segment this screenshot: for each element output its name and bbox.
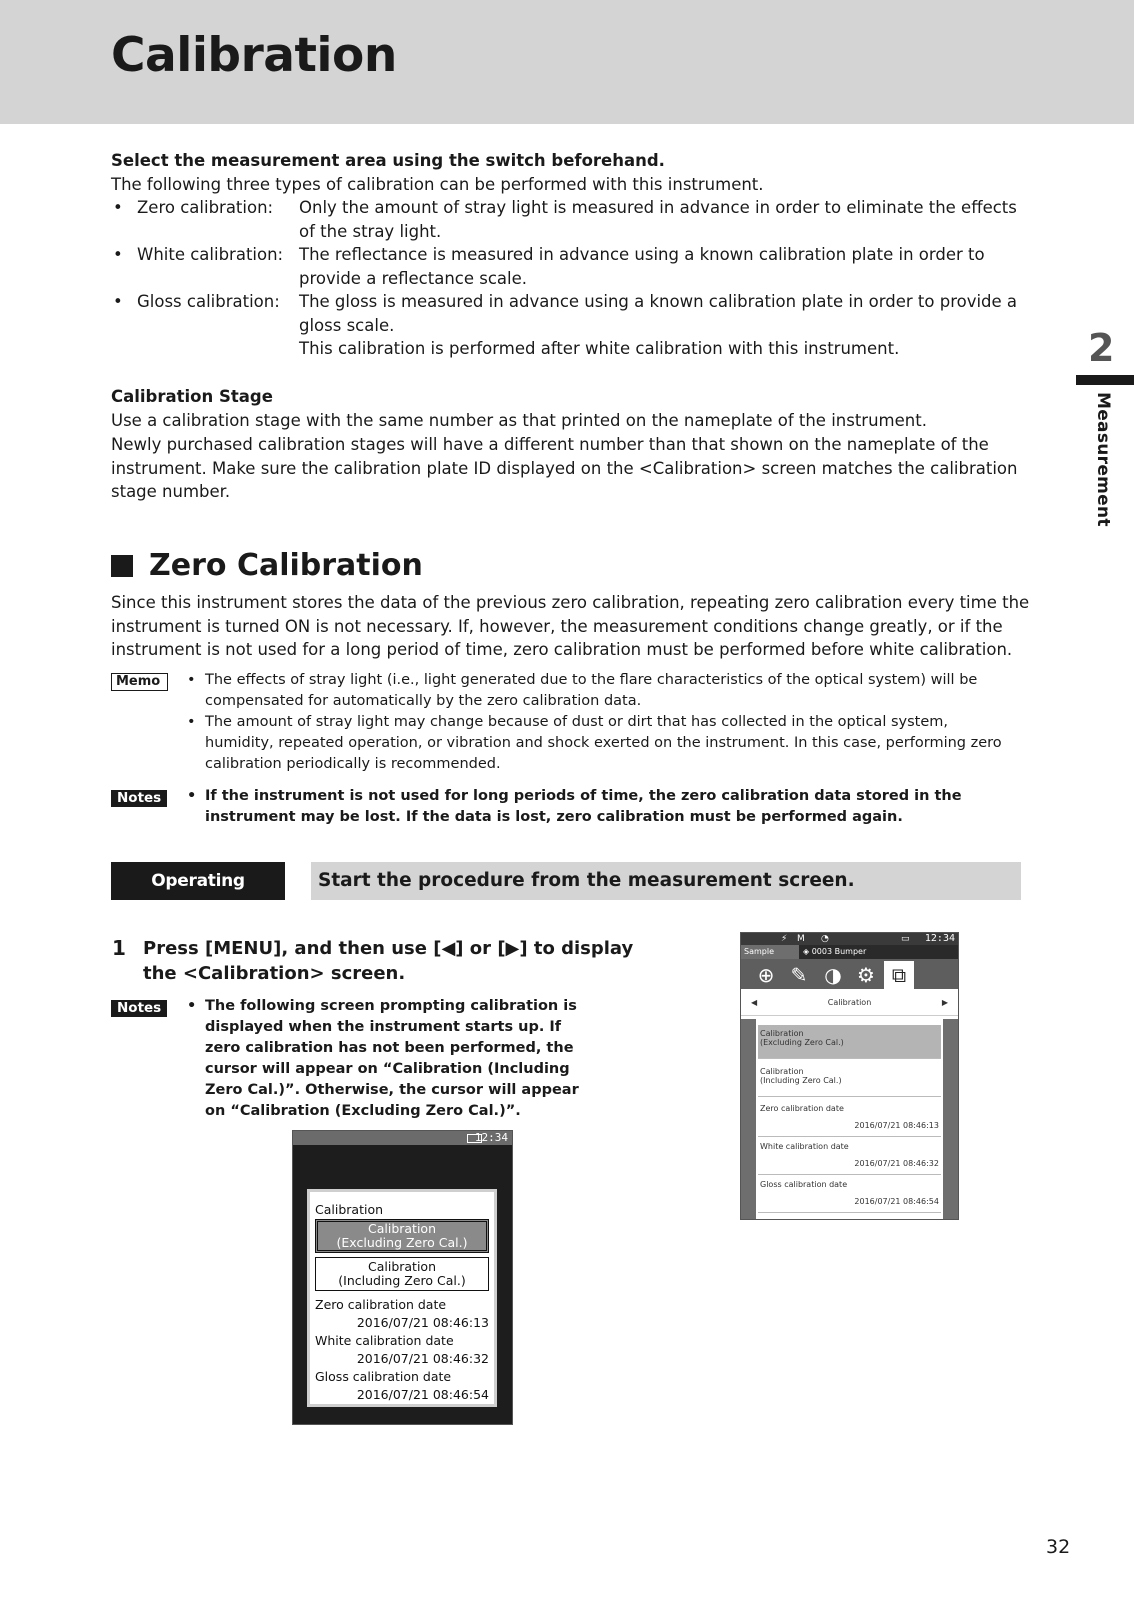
memo-item: • The effects of stray light (i.e., light generated due to the flare characteristics of the optical system) will be compensated for automatically by the zero calibration data.: [187, 672, 978, 709]
intro-item-term: Zero calibration:: [137, 198, 274, 217]
battery-icon: ▭: [901, 934, 910, 944]
page-title: Calibration: [111, 28, 397, 83]
intro-item-gloss-note: This calibration is performed after white calibration with this instrument.: [299, 339, 900, 358]
sample-value: ◈ 0003 Bumper: [803, 947, 867, 956]
white-calibration-date-label: White calibration date: [315, 1333, 454, 1348]
page-header: [0, 0, 1134, 124]
notes-item: • If the instrument is not used for long periods of time, the zero calibration data stored in the instrument may be lost. If the data is lost, zero calibration must be performed again.: [187, 788, 962, 825]
chapter-label: Measurement: [1093, 392, 1113, 527]
chapter-tab-bar: [1076, 375, 1134, 385]
target-icon[interactable]: ⊕: [757, 963, 775, 987]
operating-procedure-label: Operating Procedure: [111, 862, 285, 900]
page-number: 32: [1046, 1536, 1071, 1558]
clock: 12:34: [924, 933, 955, 944]
gear-icon[interactable]: ⚙: [857, 963, 875, 987]
windows-icon[interactable]: ⧉: [884, 961, 914, 989]
calibration-dialog: [307, 1189, 497, 1407]
sample-label: Sample: [741, 945, 799, 959]
intro-item-term: White calibration:: [137, 245, 284, 264]
chapter-number: 2: [1088, 326, 1115, 370]
intro-item-term: Gloss calibration:: [137, 292, 280, 311]
intro-item-desc: Only the amount of stray light is measured in advance in order to eliminate the effects of the stray light.: [299, 198, 1017, 241]
intro-item-desc: The reflectance is measured in advance using a known calibration plate in order to provide a reflectance scale.: [299, 245, 985, 288]
wrench-icon[interactable]: ✎: [790, 963, 808, 987]
calibration-including-zero-option[interactable]: Calibration (Including Zero Cal.): [315, 1257, 489, 1291]
intro-item-desc: The gloss is measured in advance using a known calibration plate in order to provide a gloss scale.: [299, 292, 1018, 335]
step-notes-label: Notes: [111, 1000, 167, 1017]
intro-text: The following three types of calibration can be performed with this instrument.: [111, 175, 764, 194]
section-title-zero: Zero Calibration: [111, 548, 423, 583]
white-calibration-date-row: White calibration date 2016/07/21 08:46:32: [758, 1139, 941, 1175]
calibration-icon[interactable]: ◑: [824, 963, 842, 987]
stage-title: Calibration Stage: [111, 387, 273, 406]
gloss-calibration-date-label: Gloss calibration date: [315, 1369, 452, 1384]
memo-list: [187, 670, 1017, 775]
screen-header: [741, 991, 958, 1016]
calibration-excluding-zero-option[interactable]: Calibration (Excluding Zero Cal.): [758, 1025, 941, 1059]
sample-bar: [741, 945, 958, 959]
flash-icon: ⚡: [781, 934, 788, 944]
step-number: 1: [112, 936, 126, 960]
memo-item: • The amount of stray light may change because of dust or dirt that has collected in the optical system, humidity, repeated operation, or vibration and shock exerted on the instrument. In this case, performing zero calibration periodically is recommended.: [187, 714, 1002, 772]
zero-calibration-date-value: 2016/07/21 08:46:13: [356, 1315, 489, 1330]
operating-procedure-text: Start the procedure from the measurement screen.: [311, 862, 1021, 900]
step-text: Press [MENU], and then use [◀] or [▶] to display the <Calibration> screen.: [143, 938, 634, 984]
chevron-right-icon[interactable]: ▶: [941, 998, 948, 1007]
memo-label: Memo: [111, 673, 168, 691]
zero-calibration-date-label: Zero calibration date: [315, 1297, 447, 1312]
notes-label: Notes: [111, 790, 167, 807]
mode-icon: M: [797, 934, 805, 944]
white-calibration-date-value: 2016/07/21 08:46:32: [356, 1351, 489, 1366]
status-bar: [293, 1131, 512, 1145]
notes-list: [187, 786, 1017, 828]
zero-description: Since this instrument stores the data of the previous zero calibration, repeating zero calibration every time the instrument is turned ON is not necessary. If, however, the measurement conditions change greatly, or if the instrument is not used for a long period of time, zero calibration must be performed before white calibration.: [111, 593, 1030, 659]
menu-tabs: [741, 959, 958, 989]
stage-paragraph-2: Newly purchased calibration stages will have a different number than that shown on the nameplate of the instrument. Make sure the calibration plate ID displayed on the <Calibration> screen matches the calibration stage number.: [111, 435, 1018, 501]
left-margin-bar: [741, 1019, 756, 1219]
startup-calibration-screen: [292, 1130, 513, 1425]
section-square-icon: [111, 555, 133, 577]
menu-calibration-screen: [740, 932, 959, 1220]
clock: 12:34: [474, 1131, 508, 1144]
gloss-calibration-date-value: 2016/07/21 08:46:54: [356, 1387, 489, 1402]
scrollbar[interactable]: [943, 1019, 958, 1219]
gloss-mode-icon: ◔: [821, 934, 829, 944]
calibration-including-zero-option[interactable]: Calibration (Including Zero Cal.): [758, 1063, 941, 1097]
stage-paragraph-1: Use a calibration stage with the same number as that printed on the nameplate of the instrument.: [111, 411, 927, 430]
calibration-excluding-zero-option[interactable]: Calibration (Excluding Zero Cal.): [315, 1219, 489, 1253]
step-notes-list: [187, 996, 597, 1122]
screen-title: Calibration: [827, 998, 872, 1007]
zero-calibration-date-row: Zero calibration date 2016/07/21 08:46:13: [758, 1101, 941, 1137]
chevron-left-icon[interactable]: ◀: [751, 998, 758, 1007]
step-notes-item: • The following screen prompting calibration is displayed when the instrument starts up. If zero calibration has not been performed, the cursor will appear on “Calibration (Including Zero Cal.)”. Otherwise, the cursor will appear on “Calibration (Excluding Zero Cal.)”.: [187, 998, 579, 1119]
status-bar: [741, 933, 958, 945]
dialog-title: Calibration: [315, 1202, 384, 1217]
intro-lead: Select the measurement area using the switch beforehand.: [111, 151, 665, 170]
gloss-calibration-date-row: Gloss calibration date 2016/07/21 08:46:54: [758, 1177, 941, 1213]
